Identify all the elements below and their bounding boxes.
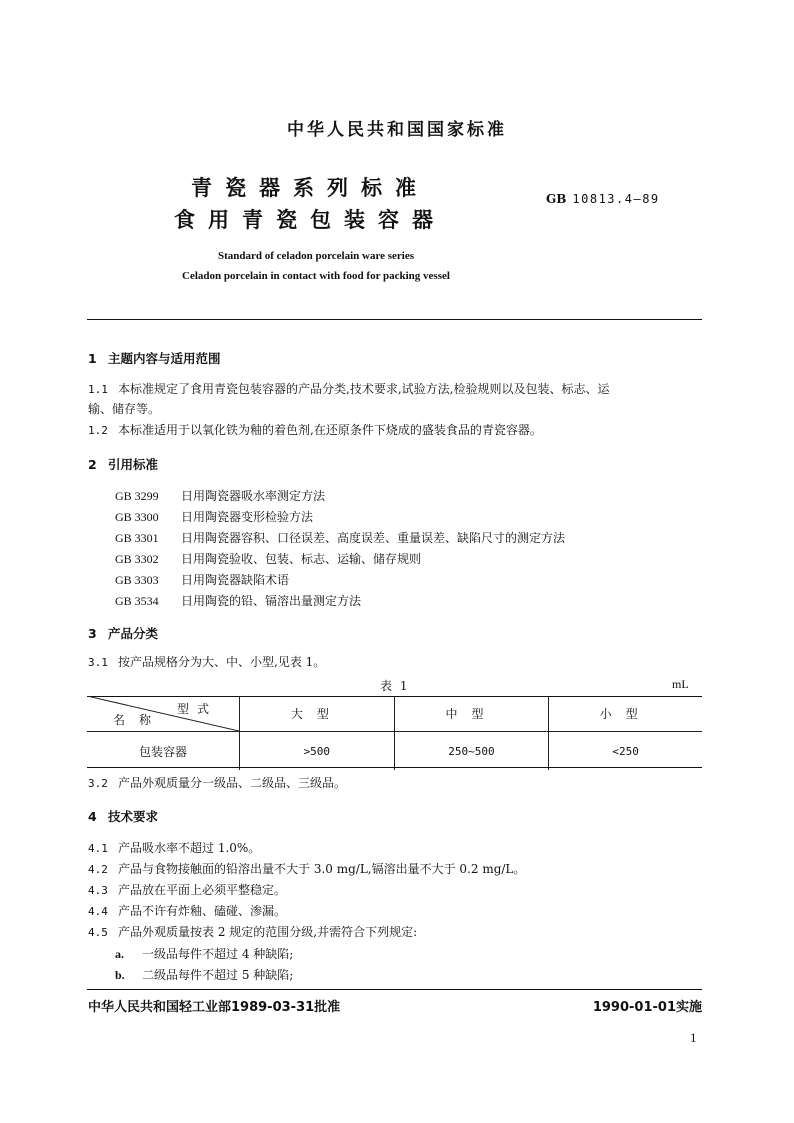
value-large: >500 bbox=[240, 732, 395, 771]
reference-item bbox=[115, 571, 289, 588]
clause-text: 产品放在平面上必须平整稳定。 bbox=[118, 883, 287, 897]
clause-number: 1.2 bbox=[88, 424, 108, 437]
paragraph-4-4 bbox=[88, 901, 703, 922]
clause-text: 按产品规格分为大、中、小型,见表 1。 bbox=[118, 655, 326, 669]
clause-number: 3.2 bbox=[88, 777, 108, 790]
product-classification-table bbox=[87, 696, 702, 770]
paragraph-4-3 bbox=[88, 880, 703, 901]
reference-text: 日用陶瓷的铅、镉溶出量测定方法 bbox=[181, 594, 362, 608]
reference-item bbox=[115, 550, 421, 567]
clause-text: 产品外观质量按表 2 规定的范围分级,并需符合下列规定: bbox=[118, 925, 418, 939]
column-header-medium: 中型 bbox=[394, 696, 549, 732]
table-bottom-border bbox=[87, 767, 702, 768]
section-title: 引用标准 bbox=[108, 457, 159, 472]
reference-text: 日用陶瓷器容积、口径误差、高度误差、重量误差、缺陷尺寸的测定方法 bbox=[181, 531, 566, 545]
clause-text: 本标准适用于以氧化铁为釉的着色剂,在还原条件下烧成的盛装食品的青瓷容器。 bbox=[118, 423, 542, 437]
sub-item-marker: b. bbox=[115, 968, 125, 982]
section-title: 主题内容与适用范围 bbox=[108, 351, 221, 366]
clause-number: 4.5 bbox=[88, 926, 108, 939]
section-number: 2 bbox=[88, 457, 97, 472]
reference-text: 日用陶瓷器吸水率测定方法 bbox=[181, 489, 326, 503]
reference-item bbox=[115, 508, 313, 525]
paragraph-3-2 bbox=[88, 773, 703, 794]
column-header-large: 大型 bbox=[240, 696, 395, 732]
clause-text: 产品不许有炸釉、磕碰、渗漏。 bbox=[118, 904, 287, 918]
reference-code: GB 3301 bbox=[115, 531, 159, 545]
paragraph-4-1 bbox=[88, 838, 703, 859]
reference-item bbox=[115, 487, 325, 504]
country-standard-title: 中华人民共和国国家标准 bbox=[287, 120, 507, 140]
paragraph-4-2 bbox=[88, 859, 703, 880]
paragraph-1-1 bbox=[88, 379, 703, 400]
paragraph-4-5 bbox=[88, 922, 703, 943]
row-label: 包装容器 bbox=[87, 732, 240, 771]
gb-prefix: GB bbox=[546, 192, 567, 206]
reference-item bbox=[115, 529, 565, 546]
clause-text: 产品吸水率不超过 1.0%。 bbox=[118, 841, 261, 855]
section-1-heading bbox=[88, 349, 221, 367]
sub-item-b bbox=[115, 966, 293, 983]
table-unit: mL bbox=[672, 677, 689, 691]
reference-code: GB 3299 bbox=[115, 489, 159, 503]
table-corner-cell bbox=[87, 696, 240, 732]
table-row bbox=[87, 732, 702, 771]
standard-title-line1: 青瓷器系列标准 bbox=[191, 176, 429, 200]
clause-number: 4.3 bbox=[88, 884, 108, 897]
clause-text: 产品与食物接触面的铅溶出量不大于 3.0 mg/L,镉溶出量不大于 0.2 mg/L。 bbox=[118, 862, 526, 876]
reference-item bbox=[115, 592, 361, 609]
clause-number: 4.1 bbox=[88, 842, 108, 855]
clause-number: 3.1 bbox=[88, 656, 108, 669]
effective-date: 1990-01-01实施 bbox=[592, 1000, 702, 1015]
standard-number bbox=[546, 192, 660, 206]
clause-text: 本标准规定了食用青瓷包装容器的产品分类,技术要求,试验方法,检验规则以及包装、标志、运 bbox=[118, 382, 610, 396]
paragraph-1-2 bbox=[88, 420, 703, 441]
section-number: 4 bbox=[88, 809, 97, 824]
value-medium: 250~500 bbox=[394, 732, 549, 771]
section-number: 3 bbox=[88, 626, 97, 641]
reference-text: 日用陶瓷验收、包装、标志、运输、储存规则 bbox=[181, 552, 422, 566]
sub-item-marker: a. bbox=[115, 947, 124, 961]
section-number: 1 bbox=[88, 351, 97, 366]
section-title: 产品分类 bbox=[108, 626, 159, 641]
english-title-line1: Standard of celadon porcelain ware series bbox=[217, 250, 415, 262]
clause-text: 产品外观质量分一级品、二级品、三级品。 bbox=[118, 776, 347, 790]
reference-text: 日用陶瓷器缺陷术语 bbox=[181, 573, 290, 587]
approval-statement: 中华人民共和国轻工业部1989-03-31批准 bbox=[88, 1000, 341, 1015]
sub-item-text: 二级品每件不超过 5 种缺陷; bbox=[142, 968, 294, 982]
page-number: 1 bbox=[690, 1030, 697, 1045]
footer-divider bbox=[87, 989, 702, 990]
clause-number: 4.4 bbox=[88, 905, 108, 918]
english-title-line2: Celadon porcelain in contact with food for packing vessel bbox=[182, 270, 450, 282]
gb-number: 10813.4—89 bbox=[572, 192, 660, 206]
section-2-heading bbox=[88, 455, 158, 473]
table-header-row bbox=[87, 696, 702, 732]
clause-number: 4.2 bbox=[88, 863, 108, 876]
clause-text: 输、储存等。 bbox=[88, 402, 161, 416]
header-divider bbox=[87, 319, 702, 320]
value-small: <250 bbox=[612, 744, 639, 758]
table-caption: 表 1 bbox=[380, 679, 410, 693]
reference-code: GB 3302 bbox=[115, 552, 159, 566]
paragraph-3-1 bbox=[88, 652, 703, 673]
reference-text: 日用陶瓷器变形检验方法 bbox=[181, 510, 314, 524]
section-title: 技术要求 bbox=[108, 809, 159, 824]
reference-code: GB 3303 bbox=[115, 573, 159, 587]
reference-code: GB 3534 bbox=[115, 594, 159, 608]
column-header-small: 小型 bbox=[549, 696, 702, 732]
sub-item-text: 一级品每件不超过 4 种缺陷; bbox=[142, 947, 294, 961]
section-3-heading bbox=[88, 624, 158, 642]
clause-number: 1.1 bbox=[88, 383, 108, 396]
sub-item-a bbox=[115, 945, 293, 962]
standard-title-line2: 食用青瓷包装容器 bbox=[174, 208, 446, 232]
reference-code: GB 3300 bbox=[115, 510, 159, 524]
corner-label-type: 型式 bbox=[176, 702, 217, 716]
paragraph-1-1-continued bbox=[88, 399, 703, 419]
section-4-heading bbox=[88, 807, 158, 825]
corner-label-name: 名称 bbox=[113, 713, 166, 727]
